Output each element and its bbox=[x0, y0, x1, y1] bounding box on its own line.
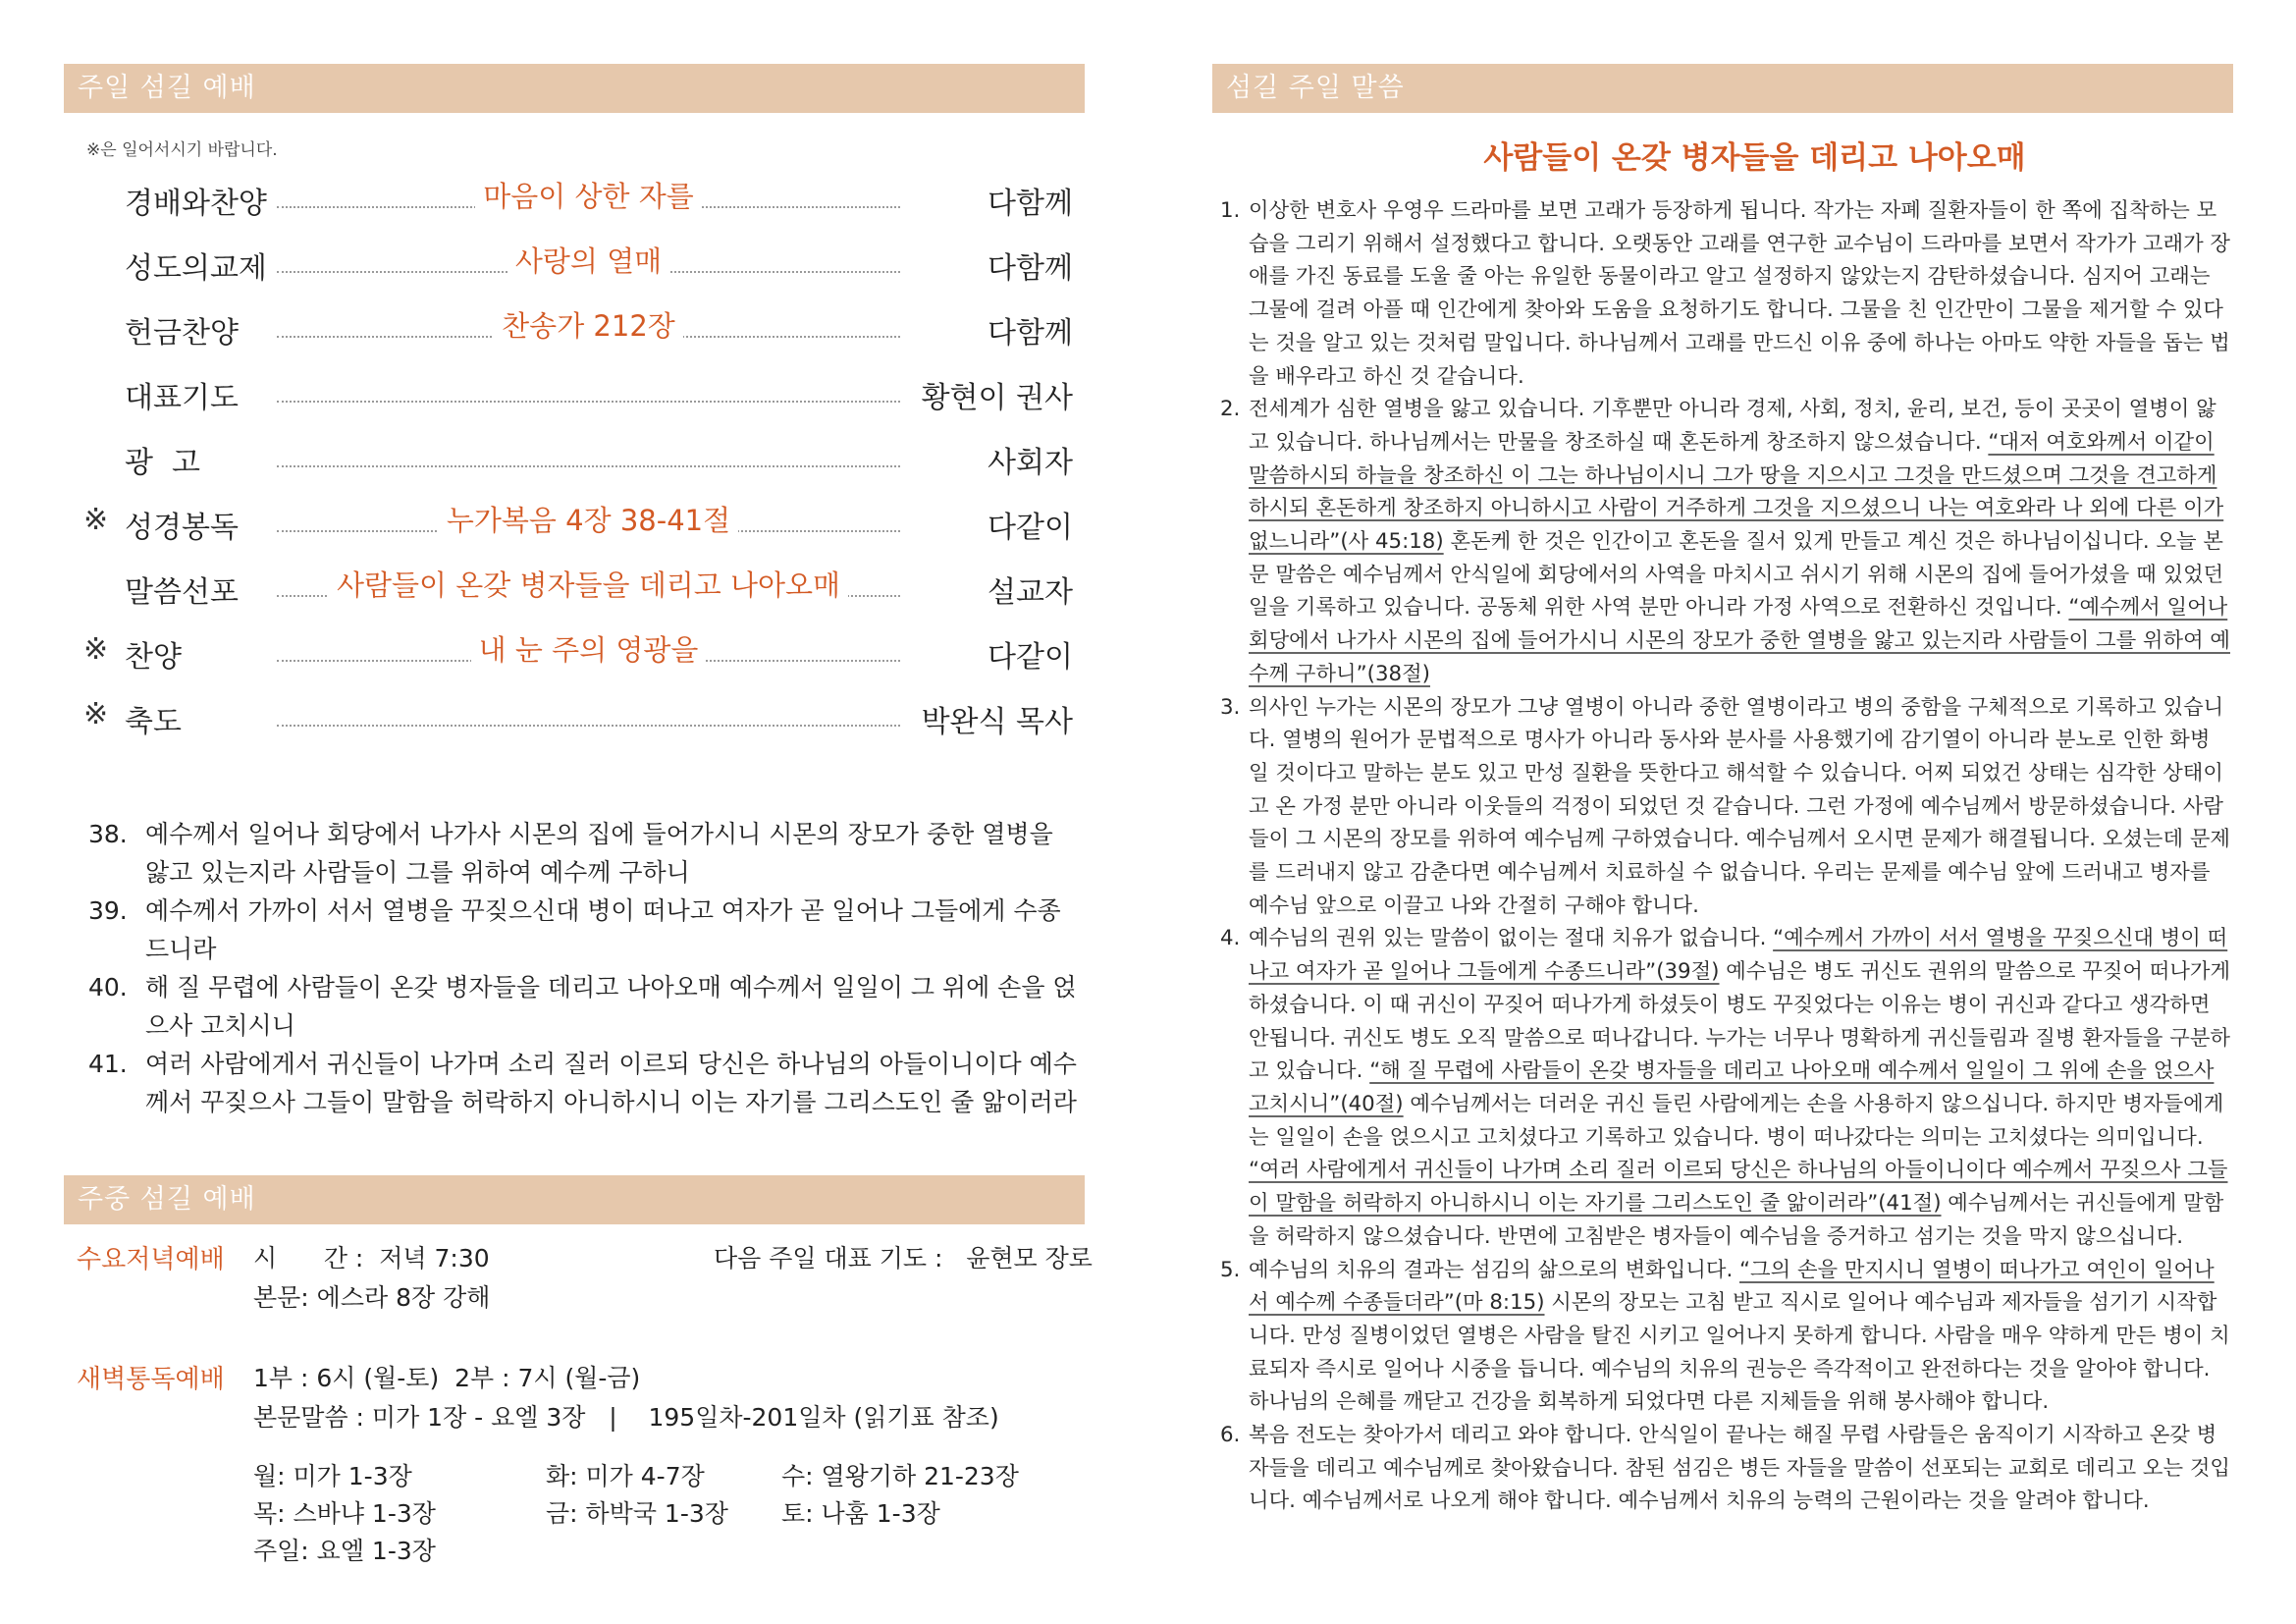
dotted-leader bbox=[277, 401, 900, 403]
schedule-item: 수: 열왕기하 21-23장 bbox=[781, 1462, 1019, 1490]
sermon-header-text: 섬길 주일 말씀 bbox=[1226, 73, 1405, 103]
schedule-item: 토: 나훔 1-3장 bbox=[781, 1499, 940, 1528]
paragraph-number: 3. bbox=[1220, 694, 1241, 720]
paragraph-number: 2. bbox=[1220, 397, 1241, 422]
sermon-paragraph bbox=[1220, 922, 2231, 1253]
verse-number: 40. bbox=[88, 973, 128, 1001]
wednesday-time: 시 간 : 저녁 7:30 bbox=[253, 1244, 490, 1272]
schedule-item: 금: 하박국 1-3장 bbox=[546, 1499, 728, 1528]
order-label: 찬양 bbox=[125, 640, 182, 675]
paragraph-number: 6. bbox=[1220, 1423, 1241, 1448]
paragraph-segment: 예수님은 병도 귀신도 권위의 말씀으로 꾸짖어 떠나가게 하셨습니다. 이 때 귀신이 꾸짖어 떠나가게 하셨듯이 병도 꾸짖었다는 이유는 병이 귀신과 같다고 생각하면 안됩니다. 귀신도 병도 오직 말씀으로 떠나갑니다. 누가는 너무나 명확하게 귀신들림과 질병 환자들을 구분하고 있습니다. bbox=[1249, 959, 2231, 1084]
paragraph-text bbox=[1249, 393, 2231, 690]
paragraph-number: 1. bbox=[1220, 198, 1241, 223]
paragraph-text bbox=[1249, 194, 2231, 393]
order-label: 광 고 bbox=[125, 446, 201, 480]
paragraph-number: 5. bbox=[1220, 1257, 1241, 1282]
paragraph-text bbox=[1249, 1254, 2231, 1420]
sermon-paragraph bbox=[1220, 691, 2231, 923]
order-leader: 사회자 bbox=[988, 446, 1073, 480]
paragraph-segment: 의사인 누가는 시몬의 장모가 그냥 열병이 아니라 중한 열병이라고 병의 중함을 구체적으로 기록하고 있습니다. 열병의 원어가 문법적으로 명사가 아니라 동사와 분사를 사용했기에 감기열이 아니라 분노로 인한 화병 일 것이다고 말하는 분도 있고 만성 질환을 뜻한다고 해석할 수 있습니다. 어찌 되었건 상태는 심각한 상태이고 온 가정 분만 아니라 이웃들의 걱정이 되었던 것 같습니다. 그런 가정에 예수님께서 방문하셨습니다. 사람들이 그 시몬의 장모를 위하여 예수님께 구하였습니다. 예수님께서 오시면 문제가 해결됩니다. 오셨는데 문제를 드러내지 않고 감춘다면 예수님께서 치료하실 수 없습니다. 우리는 문제를 예수님 앞에 드러내고 병자를 예수님 앞으로 이끌고 나와 간절히 구해야 합니다. bbox=[1249, 694, 2230, 918]
scripture-quote: “여러 사람에게서 귀신들이 나가며 소리 질러 이르되 당신은 하나님의 아들이니이다 예수께서 꾸짖으사 그들이 말함을 허락하지 아니하시니 이는 자기를 그리스도인 줄 앎이러라”(41절) bbox=[1249, 1158, 2228, 1217]
paragraph-segment: 예수님의 권위 있는 말씀이 없이는 절대 치유가 없습니다. bbox=[1249, 926, 1774, 951]
paragraph-segment: 예수님께서는 귀신들에게 말함을 허락하지 않으셨습니다. 반면에 고침받은 병자들이 예수님을 증거하고 섬기는 것을 막지 않으십니다. bbox=[1249, 1191, 2224, 1249]
verse-text: 해 질 무렵에 사람들이 온갖 병자들을 데리고 나아오매 예수께서 일일이 그 위에 손을 얹으사 고치시니 bbox=[145, 973, 1077, 1040]
stand-mark: ※ bbox=[83, 632, 109, 667]
order-label: 대표기도 bbox=[125, 381, 239, 415]
scripture-verses bbox=[88, 815, 1080, 1121]
dawn-label: 새벽통독예배 bbox=[77, 1365, 225, 1394]
paragraph-segment: 이상한 변호사 우영우 드라마를 보면 고래가 등장하게 됩니다. 작가는 자폐 질환자들이 한 쪽에 집착하는 모습을 그리기 위해서 설정했다고 합니다. 오랫동안 고래를 연구한 교수님이 드라마를 보면서 작가가 고래가 장애를 가진 동료를 도울 줄 아는 유일한 동물이라고 알고 설정하지 않았는지 감탄하셨습니다. 심지어 고래는 그물에 걸려 아플 때 인간에게 찾아와 도움을 요청하기도 합니다. 그물을 친 인간만이 그물을 제거할 수 있다는 것을 알고 있는 것처럼 말입니다. 하나님께서 고래를 만드신 이유 중에 하나는 아마도 약한 자들을 돕는 법을 배우라고 하신 것 같습니다. bbox=[1249, 198, 2230, 389]
paragraph-segment: 복음 전도는 찾아가서 데리고 와야 합니다. 안식일이 끝나는 해질 무렵 사람들은 움직이기 시작하고 온갖 병자들을 데리고 예수님께로 찾아왔습니다. 참된 섬김은 병든 자들을 말씀이 선포되는 교회로 데리고 오는 것입니다. 예수님께서로 나오게 해야 합니다. 예수님께서 치유의 능력의 근원이라는 것을 알려야 합니다. bbox=[1249, 1423, 2230, 1514]
scripture-quote: “대저 여호와께서 이같이 말씀하시되 하늘을 창조하신 이 그는 하나님이시니 그가 땅을 지으시고 그것을 만드셨으며 그것을 견고하게 하시되 혼돈하게 창조하지 아니하시고 사람이 거주하게 그것을 지으셨으니 나는 여호와라 나 외에 다른 이가 없느니라”(사 45:18) bbox=[1249, 429, 2224, 555]
scripture-quote: “예수께서 가까이 서서 열병을 꾸짖으신대 병이 떠나고 여자가 곧 일어나 그들에게 수종드니라”(39절) bbox=[1249, 926, 2228, 985]
order-label: 성도의교제 bbox=[125, 251, 267, 286]
verse bbox=[88, 815, 1080, 892]
stand-mark: ※ bbox=[83, 503, 109, 537]
verse bbox=[88, 892, 1080, 968]
paragraph-segment: 혼돈케 한 것은 인간이고 혼돈을 질서 있게 만들고 계신 것은 하나님이십니다. 오늘 본문 말씀은 예수님께서 안식일에 회당에서의 사역을 마치시고 쉬시기 위해 시몬의 집에 들어가셨을 때 있었던 일을 기록하고 있습니다. 공동체 위한 사역 분만 아니라 가정 사역으로 전환하신 것입니다. bbox=[1249, 529, 2224, 621]
order-row bbox=[83, 165, 1073, 230]
order-label: 성경봉독 bbox=[125, 511, 239, 545]
order-label: 헌금찬양 bbox=[125, 316, 239, 351]
paragraph-text bbox=[1249, 1419, 2231, 1518]
order-row bbox=[83, 489, 1073, 554]
scripture-quote: “그의 손을 만지시니 열병이 떠나가고 여인이 일어나서 예수께 수종들더라”(마 8:15) bbox=[1249, 1257, 2215, 1316]
order-row bbox=[83, 554, 1073, 619]
order-row bbox=[83, 230, 1073, 295]
order-title: 사람들이 온갖 병자들을 데리고 나아오매 bbox=[277, 564, 900, 604]
paragraph-number: 4. bbox=[1220, 926, 1241, 951]
next-prayer: 다음 주일 대표 기도 : 윤현모 장로 bbox=[714, 1244, 1093, 1272]
sunday-worship-header-text: 주일 섬길 예배 bbox=[78, 73, 256, 103]
sermon-title: 사람들이 온갖 병자들을 데리고 나아오매 bbox=[1483, 140, 2026, 176]
sermon-paragraph bbox=[1220, 393, 2231, 690]
verse-number: 39. bbox=[88, 896, 128, 925]
schedule-item: 월: 미가 1-3장 bbox=[253, 1462, 412, 1490]
schedule-item: 목: 스바냐 1-3장 bbox=[253, 1499, 436, 1528]
paragraph-segment: 전세계가 심한 열병을 앓고 있습니다. 기후뿐만 아니라 경제, 사회, 정치, 윤리, 보건, 등이 곳곳이 열병이 앓고 있습니다. 하나님께서는 만물을 창조하실 때 혼돈하게 창조하지 않으셨습니다. bbox=[1249, 397, 2216, 455]
sermon-paragraph bbox=[1220, 194, 2231, 393]
sunday-worship-header bbox=[64, 64, 1085, 113]
schedule-item: 화: 미가 4-7장 bbox=[546, 1462, 705, 1490]
wednesday-text: 본문: 에스라 8장 강해 bbox=[253, 1283, 491, 1312]
order-title: 찬송가 212장 bbox=[277, 304, 900, 345]
sermon-header bbox=[1212, 64, 2233, 113]
verse-text: 예수께서 가까이 서서 열병을 꾸짖으신대 병이 떠나고 여자가 곧 일어나 그들에게 수종드니라 bbox=[145, 896, 1061, 963]
verse-number: 41. bbox=[88, 1050, 128, 1078]
paragraph-segment: 예수님께서는 더러운 귀신 들린 사람에게는 손을 사용하지 않으십니다. 하지만 병자들에게는 일일이 손을 얹으시고 고치셨다고 기록하고 있습니다. 병이 떠나갔다는 의미는 고치셨다는 의미입니다. bbox=[1249, 1091, 2224, 1150]
order-leader: 박완식 목사 bbox=[921, 705, 1073, 739]
order-leader: 황현이 권사 bbox=[921, 381, 1073, 415]
order-leader: 설교자 bbox=[988, 575, 1073, 610]
stand-mark: ※ bbox=[83, 697, 109, 731]
order-title: 사랑의 열매 bbox=[277, 240, 900, 280]
order-leader: 다함께 bbox=[988, 187, 1073, 221]
dotted-leader bbox=[277, 465, 900, 467]
order-row bbox=[83, 619, 1073, 683]
order-row bbox=[83, 295, 1073, 359]
order-leader: 다함께 bbox=[988, 251, 1073, 286]
order-label: 경배와찬양 bbox=[125, 187, 267, 221]
order-label: 말씀선포 bbox=[125, 575, 239, 610]
scripture-quote: “해 질 무렵에 사람들이 온갖 병자들을 데리고 나아오매 예수께서 일일이 그 위에 손을 얹으사 고치시니”(40절) bbox=[1249, 1058, 2215, 1116]
verse-text: 여러 사람에게서 귀신들이 나가며 소리 질러 이르되 당신은 하나님의 아들이니이다 예수께서 꾸짖으사 그들이 말함을 허락하지 아니하시니 이는 자기를 그리스도인 줄 앎이러라 bbox=[145, 1050, 1077, 1116]
order-row bbox=[83, 683, 1073, 748]
schedule-item: 주일: 요엘 1-3장 bbox=[253, 1537, 436, 1565]
weekday-worship-header bbox=[64, 1175, 1085, 1224]
order-title: 마음이 상한 자를 bbox=[277, 175, 900, 215]
verse bbox=[88, 968, 1080, 1045]
dawn-text: 본문말씀 : 미가 1장 - 요엘 3장 | 195일차-201일차 (읽기표 참조) bbox=[253, 1403, 999, 1432]
scripture-quote: “예수께서 일어나 회당에서 나가사 시몬의 집에 들어가시니 시몬의 장모가 중한 열병을 앓고 있는지라 사람들이 그를 위하여 예수께 구하니”(38절) bbox=[1249, 595, 2230, 686]
paragraph-text bbox=[1249, 922, 2231, 1253]
order-title: 내 눈 주의 영광을 bbox=[277, 628, 900, 669]
sermon-paragraph bbox=[1220, 1419, 2231, 1518]
order-leader: 다같이 bbox=[988, 511, 1073, 545]
order-leader: 다함께 bbox=[988, 316, 1073, 351]
order-leader: 다같이 bbox=[988, 640, 1073, 675]
paragraph-segment: 시몬의 장모는 고침 받고 직시로 일어나 예수님과 제자들을 섬기기 시작합니다. 만성 질병이었던 열병은 사람을 탈진 시키고 일어나지 못하게 합니다. 사람을 매우 약하게 만든 병이 치료되자 즉시로 일어나 시중을 듭니다. 예수님의 치유의 권능은 즉각적이고 완전하다는 것을 알아야 합니다. 하나님의 은혜를 깨닫고 건강을 회복하게 되었다면 다른 지체들을 위해 봉사해야 합니다. bbox=[1249, 1290, 2230, 1415]
order-title: 누가복음 4장 38-41절 bbox=[277, 499, 900, 539]
dotted-leader bbox=[277, 725, 900, 727]
sermon-body bbox=[1220, 194, 2231, 1518]
paragraph-text bbox=[1249, 691, 2231, 923]
paragraph-segment: 예수님의 치유의 결과는 섬김의 삶으로의 변화입니다. bbox=[1249, 1257, 1739, 1282]
sermon-paragraph bbox=[1220, 1254, 2231, 1420]
verse-number: 38. bbox=[88, 820, 128, 848]
order-row bbox=[83, 359, 1073, 424]
verse-text: 예수께서 일어나 회당에서 나가사 시몬의 집에 들어가시니 시몬의 장모가 중한 열병을 앓고 있는지라 사람들이 그를 위하여 예수께 구하니 bbox=[145, 820, 1053, 887]
standing-note: ※은 일어서시기 바랍니다. bbox=[86, 140, 278, 160]
verse bbox=[88, 1045, 1080, 1121]
order-row bbox=[83, 424, 1073, 489]
weekday-worship-header-text: 주중 섬길 예배 bbox=[78, 1184, 256, 1215]
wednesday-label: 수요저녁예배 bbox=[77, 1245, 225, 1274]
dawn-time: 1부 : 6시 (월-토) 2부 : 7시 (월-금) bbox=[253, 1364, 641, 1392]
order-label: 축도 bbox=[125, 705, 182, 739]
